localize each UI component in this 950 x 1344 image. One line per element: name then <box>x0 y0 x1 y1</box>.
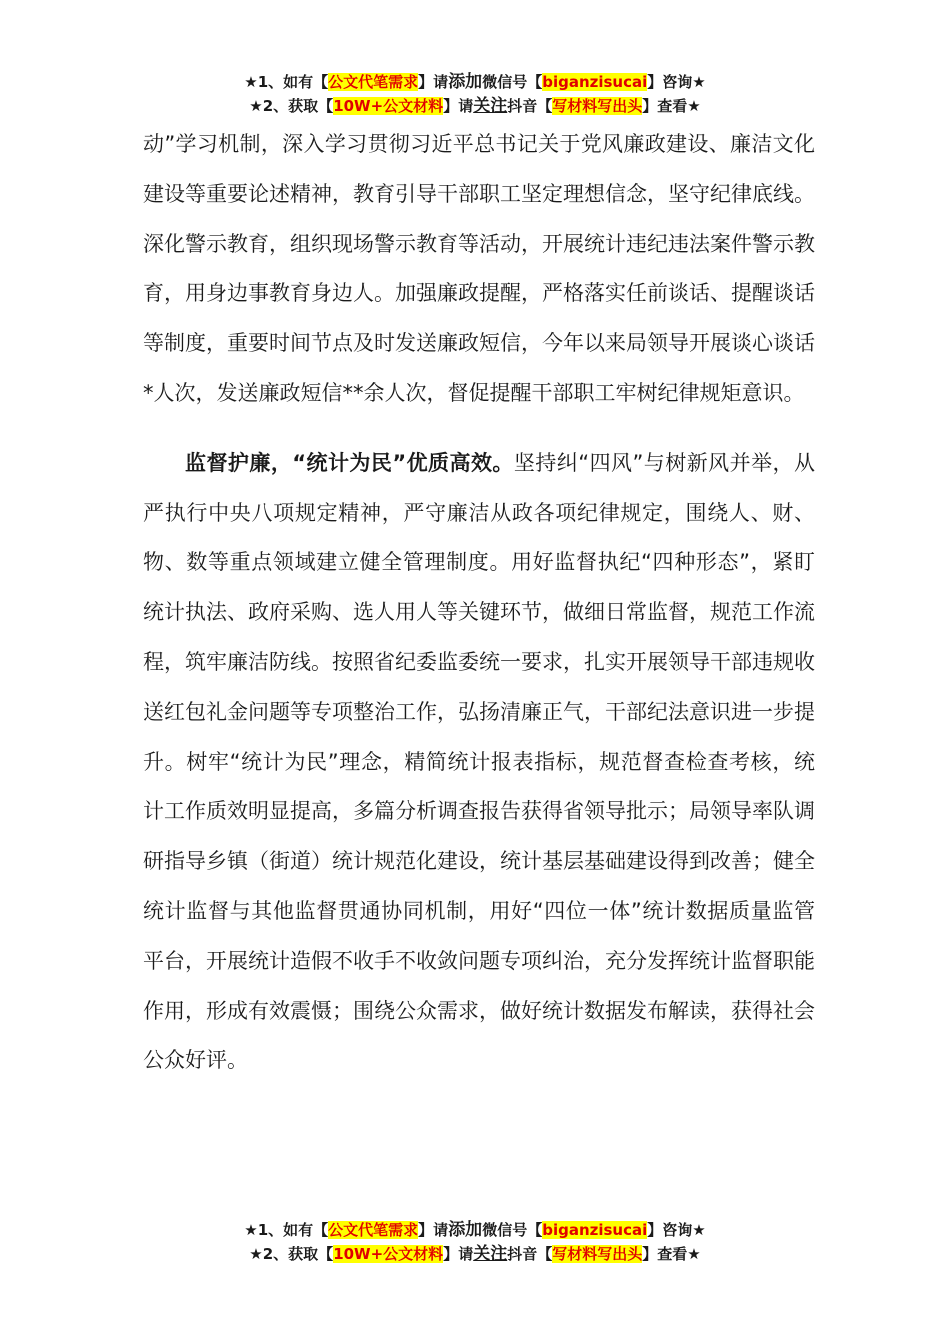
footer-line-1: ★1、如有【公文代笔需求】请添加微信号【biganzisucai】咨询★ <box>244 1220 706 1240</box>
paragraph-1: 动”学习机制，深入学习贯彻习近平总书记关于党风廉政建设、廉洁文化建设等重要论述精神，教育引导干部职工坚定理想信念，坚守纪律底线。深化警示教育，组织现场警示教育等活动，开展统计违纪违法案件警示教育，用身边事教育身边人。加强廉政提醒，严格落实任前谈话、提醒谈话等制度，重要时间节点及时发送廉政短信，今年以来局领导开展谈心谈话*人次，发送廉政短信**余人次，督促提醒干部职工牢树纪律规矩意识。 <box>143 132 815 405</box>
footer-highlight-materials: 10W+公文材料 <box>333 1245 444 1263</box>
footer-highlight-douyin-account: 写材料写出头 <box>552 1245 643 1263</box>
header-banner <box>0 70 950 118</box>
paragraph-2-body: 坚持纠“四风”与树新风并举，从严执行中央八项规定精神，严守廉洁从政各项纪律规定，围绕人、财、物、数等重点领域建立健全管理制度。用好监督执纪“四种形态”，紧盯统计执法、政府采购、选人用人等关键环节，做细日常监督，规范工作流程，筑牢廉洁防线。按照省纪委监委统一要求，扎实开展领导干部违规收送红包礼金问题等专项整治工作，弘扬清廉正气，干部纪法意识进一步提升。树牢“统计为民”理念，精简统计报表指标，规范督查检查考核，统计工作质效明显提高，多篇分析调查报告获得省领导批示；局领导率队调研指导乡镇（街道）统计规范化建设，统计基层基础建设得到改善；健全统计监督与其他监督贯通协同机制，用好“四位一体”统计数据质量监管平台，开展统计造假不收手不收敛问题专项纠治，充分发挥统计监督职能作用，形成有效震慑；围绕公众需求，做好统计数据发布解读，获得社会公众好评。 <box>143 450 815 1073</box>
footer-highlight-wechat-id: biganzisucai <box>542 1221 648 1239</box>
document-body <box>143 120 815 1086</box>
highlight-wechat-id: biganzisucai <box>542 73 648 91</box>
banner-line-2: ★2、获取【10W+公文材料】请关注抖音【写材料写出头】查看★ <box>249 96 701 116</box>
highlight-douyin-account: 写材料写出头 <box>552 97 643 115</box>
paragraph-2-heading: 监督护廉，“统计为民”优质高效。 <box>185 450 514 475</box>
paragraph-2 <box>143 439 815 1086</box>
banner-line-1: ★1、如有【公文代笔需求】请添加微信号【biganzisucai】咨询★ <box>244 72 706 92</box>
footer-highlight-service: 公文代笔需求 <box>328 1221 419 1239</box>
footer-banner <box>0 1218 950 1266</box>
highlight-materials: 10W+公文材料 <box>333 97 444 115</box>
footer-line-2: ★2、获取【10W+公文材料】请关注抖音【写材料写出头】查看★ <box>249 1244 701 1264</box>
highlight-service: 公文代笔需求 <box>328 73 419 91</box>
